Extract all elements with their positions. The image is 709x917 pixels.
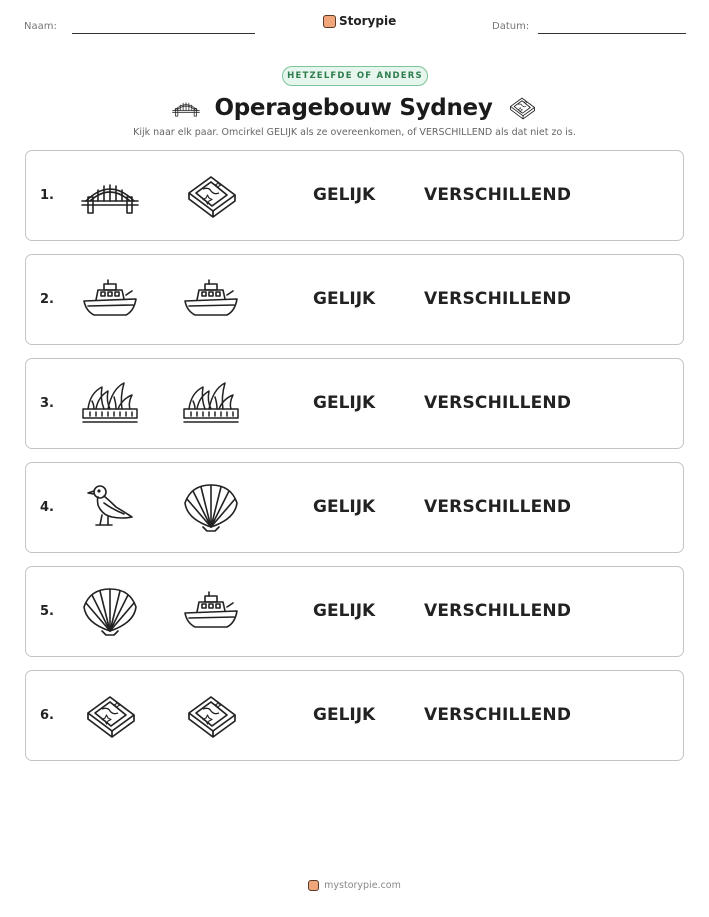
opera-house-icon bbox=[181, 379, 241, 429]
bridge-icon bbox=[80, 171, 140, 221]
storypie-logo-icon bbox=[308, 880, 319, 891]
name-line[interactable] bbox=[72, 33, 255, 34]
question-row bbox=[25, 150, 684, 241]
question-number: 3. bbox=[40, 396, 54, 411]
option-same[interactable]: GELIJK bbox=[313, 601, 376, 621]
question-number: 6. bbox=[40, 708, 54, 723]
question-row bbox=[25, 254, 684, 345]
option-same[interactable]: GELIJK bbox=[313, 185, 376, 205]
option-same[interactable]: GELIJK bbox=[313, 705, 376, 725]
option-different[interactable]: VERSCHILLEND bbox=[424, 185, 572, 205]
opera-house-icon bbox=[80, 379, 140, 429]
page-title: Operagebouw Sydney bbox=[214, 95, 493, 121]
footer-url: mystorypie.com bbox=[324, 880, 401, 891]
option-different[interactable]: VERSCHILLEND bbox=[424, 497, 572, 517]
question-row bbox=[25, 358, 684, 449]
option-same[interactable]: GELIJK bbox=[313, 497, 376, 517]
question-number: 4. bbox=[40, 500, 54, 515]
option-same[interactable]: GELIJK bbox=[313, 289, 376, 309]
instruction-text: Kijk naar elk paar. Omcirkel GELIJK als ze overeenkomen, of VERSCHILLEND als dat niet zo is. bbox=[133, 127, 576, 138]
question-number: 5. bbox=[40, 604, 54, 619]
question-row bbox=[25, 566, 684, 657]
date-label: Datum: bbox=[492, 21, 530, 32]
brand-logo bbox=[323, 14, 396, 28]
option-different[interactable]: VERSCHILLEND bbox=[424, 601, 572, 621]
option-different[interactable]: VERSCHILLEND bbox=[424, 393, 572, 413]
footer bbox=[0, 880, 709, 891]
ferry-icon bbox=[80, 275, 140, 325]
question-row bbox=[25, 670, 684, 761]
opal-card-icon bbox=[181, 691, 241, 741]
question-number: 2. bbox=[40, 292, 54, 307]
ferry-icon bbox=[181, 587, 241, 637]
bridge-icon bbox=[170, 96, 202, 120]
seagull-icon bbox=[80, 483, 140, 533]
question-number: 1. bbox=[40, 188, 54, 203]
date-line[interactable] bbox=[538, 33, 686, 34]
opal-card-icon bbox=[80, 691, 140, 741]
option-different[interactable]: VERSCHILLEND bbox=[424, 289, 572, 309]
opal-card-icon bbox=[505, 95, 539, 121]
shell-icon bbox=[80, 587, 140, 637]
opal-card-icon bbox=[181, 171, 241, 221]
name-label: Naam: bbox=[24, 21, 57, 32]
option-same[interactable]: GELIJK bbox=[313, 393, 376, 413]
shell-icon bbox=[181, 483, 241, 533]
option-different[interactable]: VERSCHILLEND bbox=[424, 705, 572, 725]
question-row bbox=[25, 462, 684, 553]
category-badge: HETZELFDE OF ANDERS bbox=[282, 66, 428, 86]
storypie-logo-icon bbox=[323, 15, 336, 28]
page-title-block bbox=[150, 92, 559, 124]
ferry-icon bbox=[181, 275, 241, 325]
brand-name: Storypie bbox=[339, 14, 397, 28]
